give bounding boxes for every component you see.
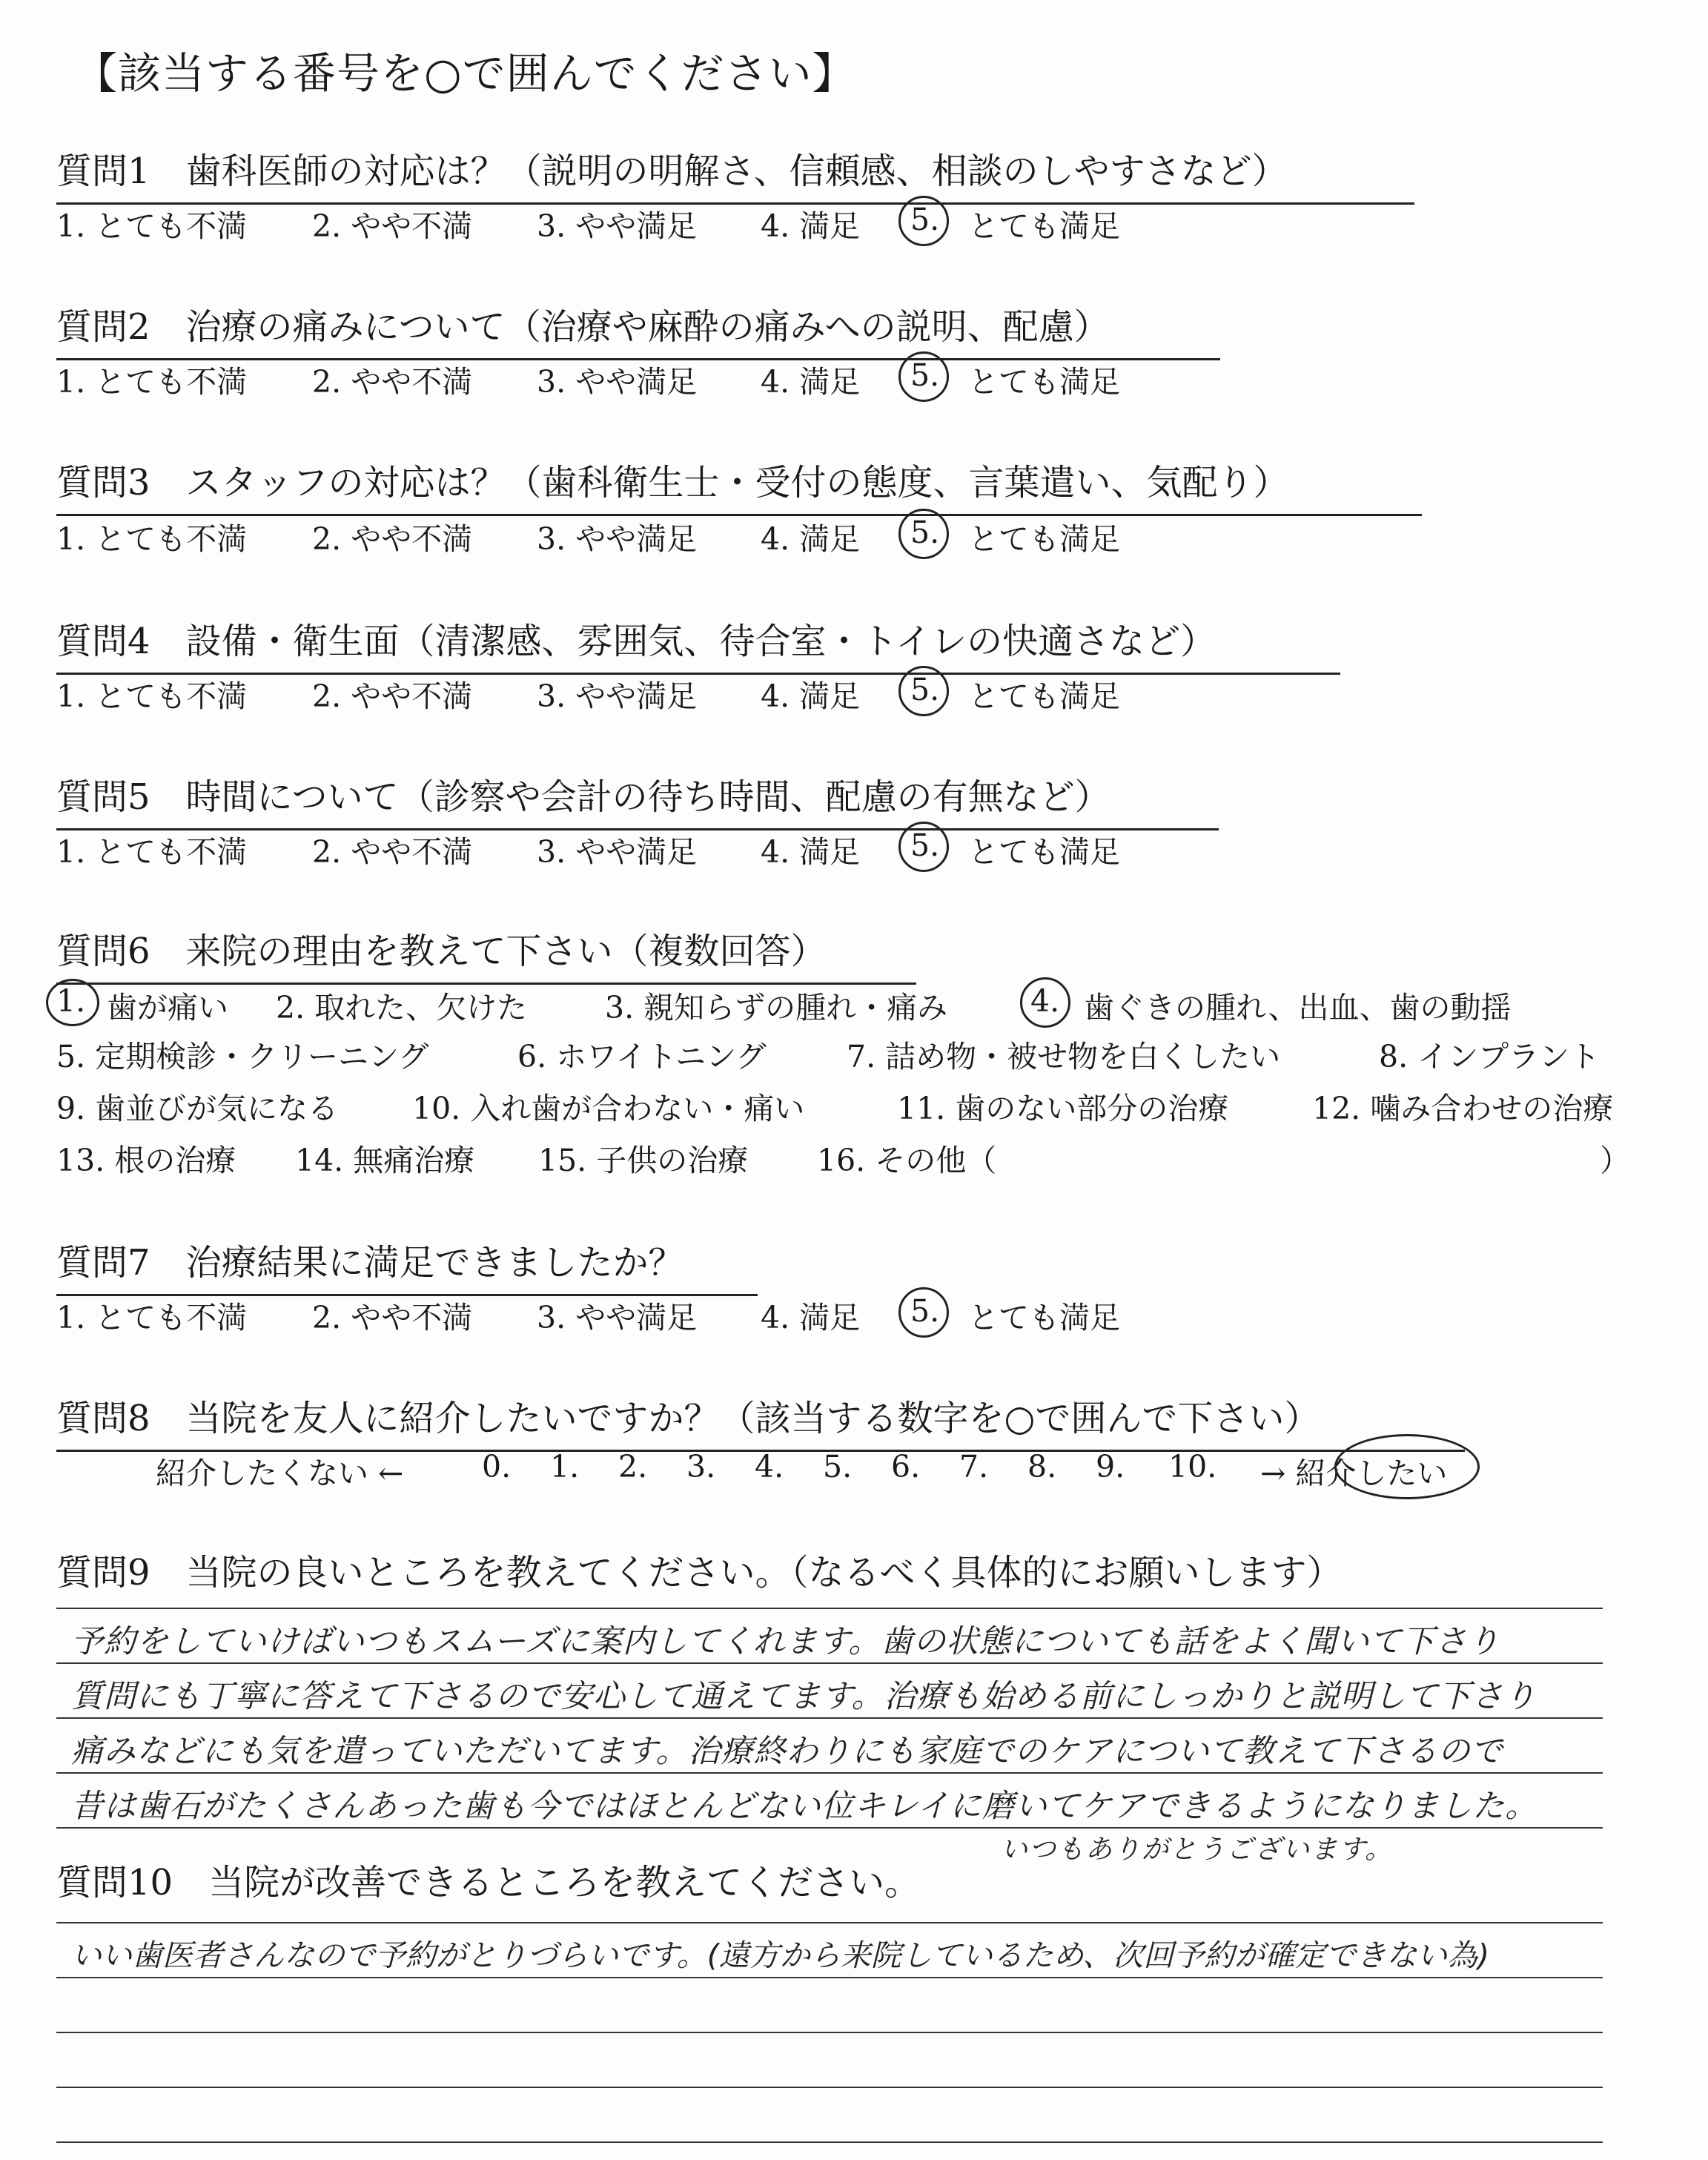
q9-rule-2 (56, 1717, 1603, 1719)
q10-rule-3 (56, 2087, 1603, 2088)
q2-options (56, 357, 1317, 402)
q6-title: 質問6 来院の理由を教えて下さい（複数回答） (56, 922, 916, 985)
q6-option-1[interactable]: 1. (56, 983, 86, 1019)
q8-selected-circle (1334, 1434, 1480, 1499)
q2-option-5[interactable]: 5. (910, 357, 940, 393)
q4-option-2[interactable]: 2. やや不満 (312, 678, 473, 714)
q8-scale-8[interactable]: 8. (1027, 1449, 1057, 1484)
q9-answer-line-1: 予約をしていけばいつもスムーズに案内してくれます。歯の状態についても話をよく聞いて下さり (71, 1623, 1500, 1660)
q10-title: 質問10 当院が改善できるところを教えてください。 (56, 1862, 921, 1903)
q10-rule-2 (56, 2032, 1603, 2033)
q8-scale-1[interactable]: 1. (550, 1449, 580, 1484)
q8-title: 質問8 当院を友人に紹介したいですか？（該当する数字を○で囲んで下さい） (56, 1390, 1465, 1452)
q7-option-5-label: とても満足 (968, 1300, 1120, 1335)
q6-option-7[interactable]: 7. 詰め物・被せ物を白くしたい (847, 1039, 1281, 1074)
q5-option-1[interactable]: 1. とても不満 (56, 834, 248, 870)
q8-scale-6[interactable]: 6. (891, 1449, 921, 1484)
q3-option-3[interactable]: 3. やや満足 (537, 521, 698, 557)
q8-scale-7[interactable]: 7. (959, 1449, 989, 1484)
q10-rule-4 (56, 2141, 1603, 2143)
q9-rule-1 (56, 1662, 1603, 1664)
q1-option-5[interactable]: 5. (910, 202, 940, 237)
q9-answer-line-2: 質問にも丁寧に答えて下さるので安心して通えてます。治療も始める前にしっかりと説明して下さり (71, 1678, 1537, 1715)
q6-option-10[interactable]: 10. 入れ歯が合わない・痛い (412, 1091, 805, 1126)
q8-scale-10[interactable]: 10. (1168, 1449, 1217, 1484)
q6-option-3[interactable]: 3. 親知らずの腫れ・痛み (605, 990, 948, 1025)
q8-scale-4[interactable]: 4. (755, 1449, 784, 1484)
q6-option-4[interactable]: 4. (1030, 983, 1060, 1019)
q2-selected-circle (898, 351, 949, 402)
q3-option-1[interactable]: 1. とても不満 (56, 521, 248, 557)
q4-option-5[interactable]: 5. (910, 672, 940, 707)
q8-scale (56, 1449, 1539, 1501)
q5-option-2[interactable]: 2. やや不満 (312, 834, 473, 870)
q4-options (56, 672, 1317, 716)
q7-title: 質問7 治療結果に満足できましたか？ (56, 1234, 758, 1296)
q8-scale-3[interactable]: 3. (686, 1449, 716, 1484)
q5-options (56, 828, 1317, 872)
q5-title: 質問5 時間について（診察や会計の待ち時間、配慮の有無など） (56, 768, 1219, 830)
q1-selected-circle (898, 196, 949, 246)
q3-option-2[interactable]: 2. やや不満 (312, 521, 473, 557)
q10-rule-0 (56, 1922, 1603, 1923)
form-header: 【該当する番号を○で囲んでください】 (74, 48, 856, 99)
q2-option-1[interactable]: 1. とても不満 (56, 364, 248, 400)
q1-option-1[interactable]: 1. とても不満 (56, 208, 248, 244)
q1-title: 質問1 歯科医師の対応は？（説明の明解さ、信頼感、相談のしやすさなど） (56, 142, 1414, 205)
q1-option-3[interactable]: 3. やや満足 (537, 208, 698, 244)
q3-options (56, 515, 1317, 559)
q6-option-14[interactable]: 14. 無痛治療 (295, 1143, 475, 1178)
q10-rule-1 (56, 1977, 1603, 1978)
q9-rule-0 (56, 1608, 1603, 1609)
q2-option-4[interactable]: 4. 満足 (761, 364, 861, 400)
q6-option-9[interactable]: 9. 歯並びが気になる (56, 1091, 339, 1126)
q2-option-5-label: とても満足 (968, 364, 1120, 400)
q8-scale-2[interactable]: 2. (618, 1449, 648, 1484)
q1-option-4[interactable]: 4. 満足 (761, 208, 861, 244)
q9-title: 質問9 当院の良いところを教えてください。（なるべく具体的にお願いします） (56, 1552, 1343, 1593)
q3-option-4[interactable]: 4. 満足 (761, 521, 861, 557)
q6-option-2[interactable]: 2. 取れた、欠けた (276, 990, 528, 1025)
q6-option-8[interactable]: 8. インプラント (1379, 1039, 1601, 1074)
q6-option-16[interactable]: 16. その他（ (817, 1143, 997, 1178)
q7-option-3[interactable]: 3. やや満足 (537, 1300, 698, 1335)
q7-selected-circle (898, 1287, 949, 1338)
q3-title: 質問3 スタッフの対応は？（歯科衛生士・受付の態度、言葉遣い、気配り） (56, 454, 1422, 516)
q6-row-4 (56, 1136, 1650, 1180)
q8-right-label[interactable]: → 紹介したい (1260, 1456, 1448, 1491)
q1-options (56, 202, 1317, 246)
q4-selected-circle (898, 666, 949, 716)
q4-option-3[interactable]: 3. やや満足 (537, 678, 698, 714)
q8-scale-5[interactable]: 5. (823, 1449, 853, 1484)
q5-selected-circle (898, 822, 949, 872)
q6-option-5[interactable]: 5. 定期検診・クリーニング (56, 1039, 429, 1074)
q6-option-11[interactable]: 11. 歯のない部分の治療 (897, 1091, 1229, 1126)
q1-option-2[interactable]: 2. やや不満 (312, 208, 473, 244)
q2-title: 質問2 治療の痛みについて（治療や麻酔の痛みへの説明、配慮） (56, 298, 1220, 360)
q4-option-4[interactable]: 4. 満足 (761, 678, 861, 714)
q7-options (56, 1293, 1317, 1338)
q6-option-4-label: 歯ぐきの腫れ、出血、歯の動揺 (1084, 990, 1512, 1025)
q6-row-3 (56, 1084, 1650, 1129)
q9-rule-3 (56, 1772, 1603, 1774)
q6-row-1 (56, 983, 1650, 1028)
q5-option-3[interactable]: 3. やや満足 (537, 834, 698, 870)
q4-option-1[interactable]: 1. とても不満 (56, 678, 248, 714)
q4-option-5-label: とても満足 (968, 678, 1120, 714)
q3-selected-circle (898, 509, 949, 559)
q7-option-5[interactable]: 5. (910, 1293, 940, 1329)
q7-option-1[interactable]: 1. とても不満 (56, 1300, 248, 1335)
q6-other-close-paren: ） (1600, 1143, 1630, 1178)
q6-selected-circle-4 (1020, 977, 1070, 1028)
q8-scale-9[interactable]: 9. (1096, 1449, 1125, 1484)
q2-option-2[interactable]: 2. やや不満 (312, 364, 473, 400)
q3-option-5-label: とても満足 (968, 521, 1120, 557)
q9-answer-line-4: 昔は歯石がたくさんあった歯も今ではほとんどない位キレイに磨いてケアできるようになりました。 (71, 1788, 1538, 1825)
q6-option-1-label: 歯が痛い (107, 990, 228, 1025)
q8-scale-0[interactable]: 0. (482, 1449, 512, 1484)
q4-title: 質問4 設備・衛生面（清潔感、雰囲気、待合室・トイレの快適さなど） (56, 612, 1340, 675)
q1-option-5-label: とても満足 (968, 208, 1120, 244)
q5-option-5[interactable]: 5. (910, 828, 940, 863)
q6-option-13[interactable]: 13. 根の治療 (56, 1143, 236, 1178)
q6-option-15[interactable]: 15. 子供の治療 (538, 1143, 749, 1178)
q10-answer-line-1: いい歯医者さんなので予約がとりづらいです。(遠方から来院しているため、次回予約が確定できない為) (71, 1938, 1490, 1973)
q7-option-2[interactable]: 2. やや不満 (312, 1300, 473, 1335)
q6-selected-circle-1 (46, 979, 99, 1026)
q2-option-3[interactable]: 3. やや満足 (537, 364, 698, 400)
q5-option-5-label: とても満足 (968, 834, 1120, 870)
q7-option-4[interactable]: 4. 満足 (761, 1300, 861, 1335)
q9-answer-line-3: 痛みなどにも気を遣っていただいてます。治療終わりにも家庭でのケアについて教えて下さるので (71, 1733, 1503, 1770)
q6-option-12[interactable]: 12. 噛み合わせの治療 (1312, 1091, 1614, 1126)
q6-row-2 (56, 1032, 1650, 1077)
q9-answer-extra: いつもありがとうございます。 (1001, 1834, 1394, 1865)
q8-left-label: 紹介したくない ← (156, 1456, 404, 1491)
q5-option-4[interactable]: 4. 満足 (761, 834, 861, 870)
q3-option-5[interactable]: 5. (910, 515, 940, 550)
q6-option-6[interactable]: 6. ホワイトニング (517, 1039, 767, 1074)
